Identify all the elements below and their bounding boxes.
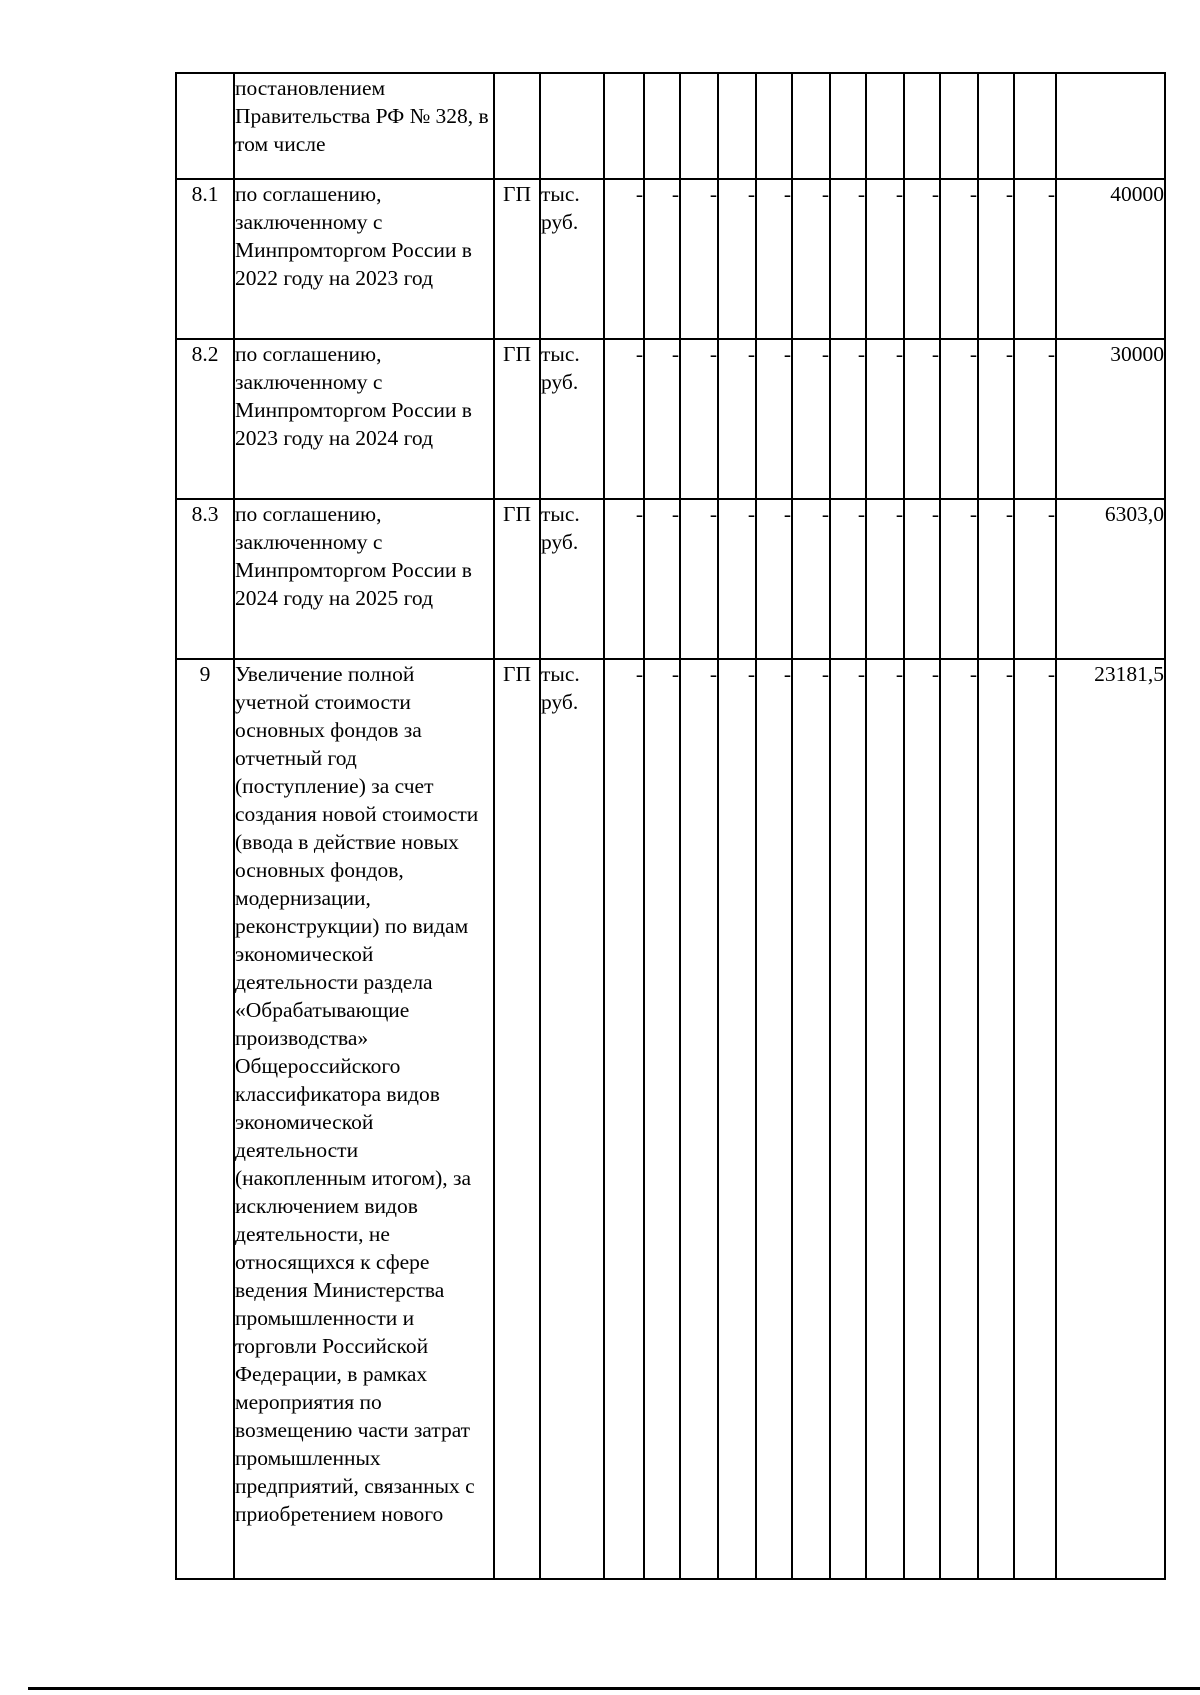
row-period-value	[756, 73, 792, 179]
row-responsible: ГП	[494, 659, 540, 1579]
table-row	[176, 659, 1165, 1579]
row-period-value: -	[718, 499, 756, 659]
row-final-value: 30000	[1056, 339, 1165, 499]
row-period-value: -	[792, 499, 830, 659]
row-period-value: -	[680, 659, 718, 1579]
row-indicator-name: постановлением Правительства РФ № 328, в том числе	[234, 73, 494, 179]
row-period-value: -	[866, 659, 904, 1579]
row-responsible: ГП	[494, 499, 540, 659]
row-period-value: -	[978, 499, 1014, 659]
row-period-value: -	[1014, 499, 1056, 659]
row-period-value: -	[604, 499, 644, 659]
row-period-value	[718, 73, 756, 179]
row-period-value: -	[718, 179, 756, 339]
table-row	[176, 499, 1165, 659]
row-final-value: 23181,5	[1056, 659, 1165, 1579]
page-bottom-rule	[28, 1687, 1200, 1690]
row-period-value: -	[978, 659, 1014, 1579]
row-period-value: -	[940, 499, 978, 659]
row-period-value	[940, 73, 978, 179]
row-period-value: -	[866, 499, 904, 659]
row-period-value: -	[904, 339, 940, 499]
row-indicator-name: по соглашению, заключенному с Минпромторгом России в 2024 году на 2025 год	[234, 499, 494, 659]
table-row-continuation	[176, 73, 1165, 179]
row-period-value	[644, 73, 680, 179]
row-period-value: -	[718, 659, 756, 1579]
row-period-value	[680, 73, 718, 179]
row-period-value: -	[940, 339, 978, 499]
row-period-value: -	[978, 179, 1014, 339]
row-period-value: -	[978, 339, 1014, 499]
row-period-value	[792, 73, 830, 179]
row-unit: тыс. руб.	[540, 499, 604, 659]
row-period-value: -	[756, 339, 792, 499]
row-period-value: -	[718, 339, 756, 499]
row-period-value: -	[792, 339, 830, 499]
row-period-value	[604, 73, 644, 179]
row-period-value: -	[756, 179, 792, 339]
row-period-value: -	[830, 179, 866, 339]
row-period-value: -	[830, 499, 866, 659]
row-period-value: -	[680, 499, 718, 659]
row-period-value: -	[904, 179, 940, 339]
row-period-value: -	[644, 339, 680, 499]
row-indicator-name: по соглашению, заключенному с Минпромторгом России в 2023 году на 2024 год	[234, 339, 494, 499]
row-responsible	[494, 73, 540, 179]
row-responsible: ГП	[494, 339, 540, 499]
row-number: 8.1	[176, 179, 234, 339]
row-period-value: -	[644, 499, 680, 659]
row-final-value: 6303,0	[1056, 499, 1165, 659]
row-responsible: ГП	[494, 179, 540, 339]
row-period-value: -	[680, 179, 718, 339]
row-period-value	[1014, 73, 1056, 179]
row-final-value: 40000	[1056, 179, 1165, 339]
row-period-value: -	[1014, 659, 1056, 1579]
row-final-value	[1056, 73, 1165, 179]
row-period-value: -	[830, 339, 866, 499]
row-number: 9	[176, 659, 234, 1579]
row-period-value: -	[830, 659, 866, 1579]
table-row	[176, 179, 1165, 339]
row-number	[176, 73, 234, 179]
row-period-value: -	[792, 179, 830, 339]
row-period-value: -	[644, 179, 680, 339]
row-period-value: -	[1014, 179, 1056, 339]
row-period-value: -	[644, 659, 680, 1579]
table-row	[176, 339, 1165, 499]
row-period-value	[904, 73, 940, 179]
row-period-value: -	[866, 339, 904, 499]
row-unit: тыс. руб.	[540, 179, 604, 339]
row-unit: тыс. руб.	[540, 339, 604, 499]
row-indicator-name: по соглашению, заключенному с Минпромторгом России в 2022 году на 2023 год	[234, 179, 494, 339]
row-period-value	[978, 73, 1014, 179]
row-period-value: -	[756, 659, 792, 1579]
row-unit: тыс. руб.	[540, 659, 604, 1579]
indicators-table	[175, 72, 1166, 1580]
row-period-value: -	[940, 659, 978, 1579]
row-period-value: -	[756, 499, 792, 659]
row-number: 8.2	[176, 339, 234, 499]
row-period-value: -	[792, 659, 830, 1579]
row-period-value: -	[604, 339, 644, 499]
row-period-value: -	[866, 179, 904, 339]
row-indicator-name: Увеличение полной учетной стоимости основных фондов за отчетный год (поступление) за счет создания новой стоимости (ввода в действие новых основных фондов, модернизации, реконструкции) по видам экономической деятельности раздела «Обрабатывающие производства» Общероссийского классификатора видов экономической деятельности (накопленным итогом), за исключением видов деятельности, не относящихся к сфере ведения Министерства промышленности и торговли Российской Федерации, в рамках мероприятия по возмещению части затрат промышленных предприятий, связанных с приобретением нового	[234, 659, 494, 1579]
row-period-value	[830, 73, 866, 179]
row-period-value: -	[904, 499, 940, 659]
table-body	[176, 73, 1165, 1579]
row-period-value: -	[940, 179, 978, 339]
row-period-value: -	[604, 179, 644, 339]
row-unit	[540, 73, 604, 179]
row-number: 8.3	[176, 499, 234, 659]
row-period-value: -	[604, 659, 644, 1579]
row-period-value	[866, 73, 904, 179]
row-period-value: -	[1014, 339, 1056, 499]
row-period-value: -	[680, 339, 718, 499]
row-period-value: -	[904, 659, 940, 1579]
